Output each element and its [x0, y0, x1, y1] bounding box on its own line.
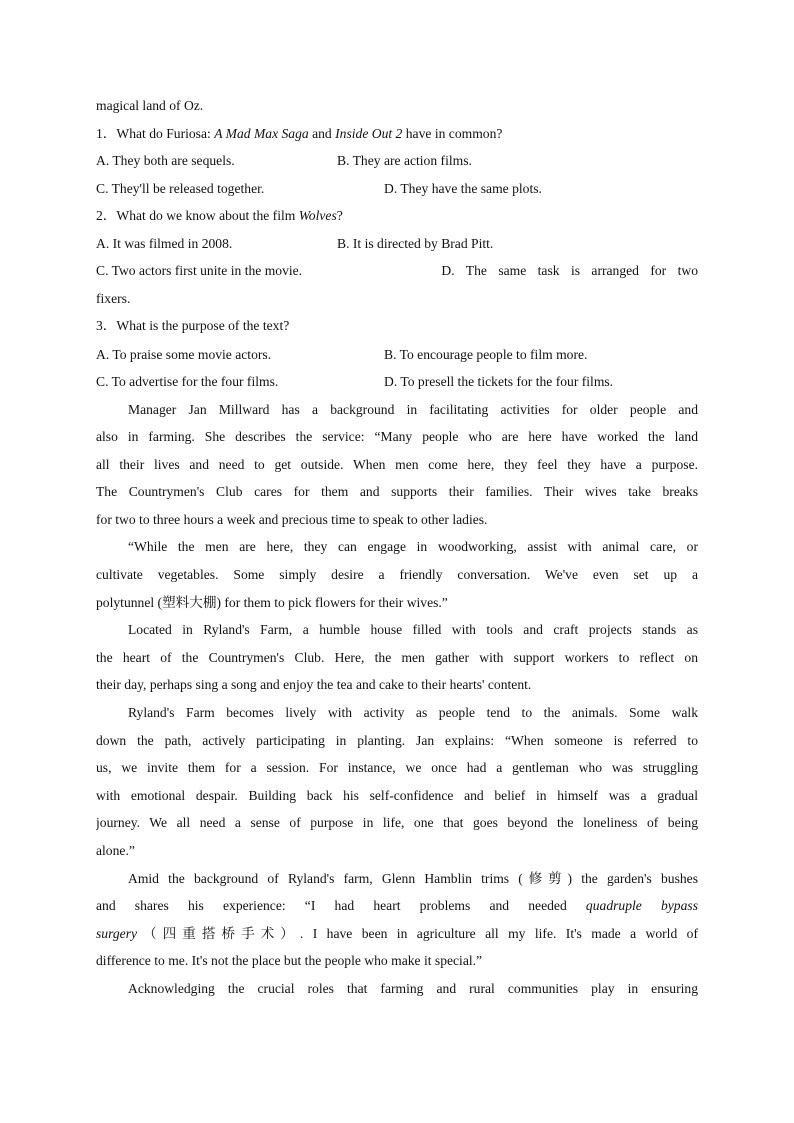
question-2-stem [96, 202, 698, 230]
p4-line: alone.” [96, 843, 135, 858]
q2-stem-suffix: ? [336, 208, 343, 223]
q1-title-inside-out: Inside Out 2 [335, 125, 403, 141]
document-page [96, 92, 698, 1003]
q1-stem-text: 1．What do Furiosa: [96, 125, 215, 141]
q1-option-c[interactable]: C. They'll be released together. [96, 180, 265, 196]
p5-line: difference to me. It's not the place but the people who make it special.” [96, 953, 483, 969]
passage-paragraph-1 [96, 396, 698, 534]
q3-option-c[interactable]: C. To advertise for the four films. [96, 374, 279, 389]
p2-line: “While the men are here, they can engage in woodworking, assist with animal care, or [128, 539, 698, 555]
question-3-options-cd [96, 368, 698, 396]
p4-line: with emotional despair. Building back his self-confidence and belief in himself was a gradual [96, 787, 698, 803]
passage-paragraph-3 [96, 616, 698, 699]
p1-line: all their lives and need to get outside. When men come here, they feel they have a purpose. [96, 456, 698, 472]
p5-term-italic: quadruple bypass [585, 898, 698, 914]
q2-option-d[interactable]: D. The same task is arranged for two [441, 263, 698, 278]
q1-option-d[interactable]: D. They have the same plots. [384, 180, 542, 196]
p5-line3-text: （四重搭桥手术）. I have been in agriculture all my life. It's made a world of [137, 925, 698, 941]
p5-line [96, 920, 698, 948]
question-3-options-ab [96, 341, 698, 369]
q3-option-d[interactable]: D. To presell the tickets for the four films. [384, 374, 614, 389]
p4-line: journey. We all need a sense of purpose in life, one that goes beyond the loneliness of being [96, 815, 698, 831]
p4-line: down the path, actively participating in planting. Jan explains: “When someone is referred to [96, 732, 698, 748]
q2-option-b[interactable]: B. It is directed by Brad Pitt. [337, 235, 494, 251]
p2-line: cultivate vegetables. Some simply desire a friendly conversation. We've even set up a [96, 567, 698, 583]
p5-line2-text: and shares his experience: “I had heart problems and needed [96, 898, 586, 914]
question-2-options-cd [96, 257, 698, 285]
passage-paragraph-5 [96, 865, 698, 975]
question-1-options-cd [96, 175, 698, 203]
p4-line: us, we invite them for a session. For instance, we once had a gentleman who was struggling [96, 760, 698, 776]
p1-line: also in farming. She describes the service: “Many people who are here have worked the land [96, 429, 698, 445]
q2-title-wolves: Wolves [298, 208, 337, 223]
q3-option-a[interactable]: A. To praise some movie actors. [96, 346, 272, 362]
q1-option-a[interactable]: A. They both are sequels. [96, 153, 235, 168]
p4-line: Ryland's Farm becomes lively with activity as people tend to the animals. Some walk [128, 705, 698, 721]
question-3-stem: 3．What is the purpose of the text? [96, 318, 290, 333]
passage-paragraph-6 [96, 975, 698, 1003]
p1-line: Manager Jan Millward has a background in facilitating activities for older people and [128, 401, 698, 417]
p3-line: their day, perhaps sing a song and enjoy the tea and cake to their hearts' content. [96, 677, 532, 693]
q2-option-c[interactable]: C. Two actors first unite in the movie. [96, 263, 303, 278]
q1-stem-and: and [308, 125, 336, 141]
passage-paragraph-2 [96, 533, 698, 616]
p2-line: polytunnel (塑料大棚) for them to pick flowers for their wives.” [96, 594, 448, 610]
p1-line: The Countrymen's Club cares for them and supports their families. Their wives take breaks [96, 484, 698, 500]
q1-stem-suffix: have in common? [402, 125, 503, 141]
p5-term-italic-cont: surgery [96, 925, 138, 941]
q1-title-furiosa: A Mad Max Saga [214, 125, 309, 141]
q2-option-a[interactable]: A. It was filmed in 2008. [96, 235, 233, 251]
question-1-options-ab [96, 147, 698, 175]
p5-line: Amid the background of Ryland's farm, Glenn Hamblin trims (修剪) the garden's bushes [128, 870, 698, 886]
p3-line: Located in Ryland's Farm, a humble house filled with tools and craft projects stands as [128, 622, 698, 638]
q1-option-b[interactable]: B. They are action films. [337, 153, 472, 168]
p6-line: Acknowledging the crucial roles that farming and rural communities play in ensuring [128, 980, 698, 996]
passage-paragraph-4 [96, 699, 698, 865]
q3-option-b[interactable]: B. To encourage people to film more. [384, 346, 588, 362]
question-1-stem [96, 120, 698, 148]
question-2-options-ab [96, 230, 698, 258]
q2-option-d-continued: fixers. [96, 290, 131, 306]
p5-line [96, 892, 698, 920]
q2-stem-text: 2．What do we know about the film [96, 208, 299, 223]
p3-line: the heart of the Countrymen's Club. Here, the men gather with support workers to reflect on [96, 649, 698, 665]
intro-tail: magical land of Oz. [96, 98, 204, 113]
p1-line: for two to three hours a week and precious time to speak to other ladies. [96, 511, 488, 527]
